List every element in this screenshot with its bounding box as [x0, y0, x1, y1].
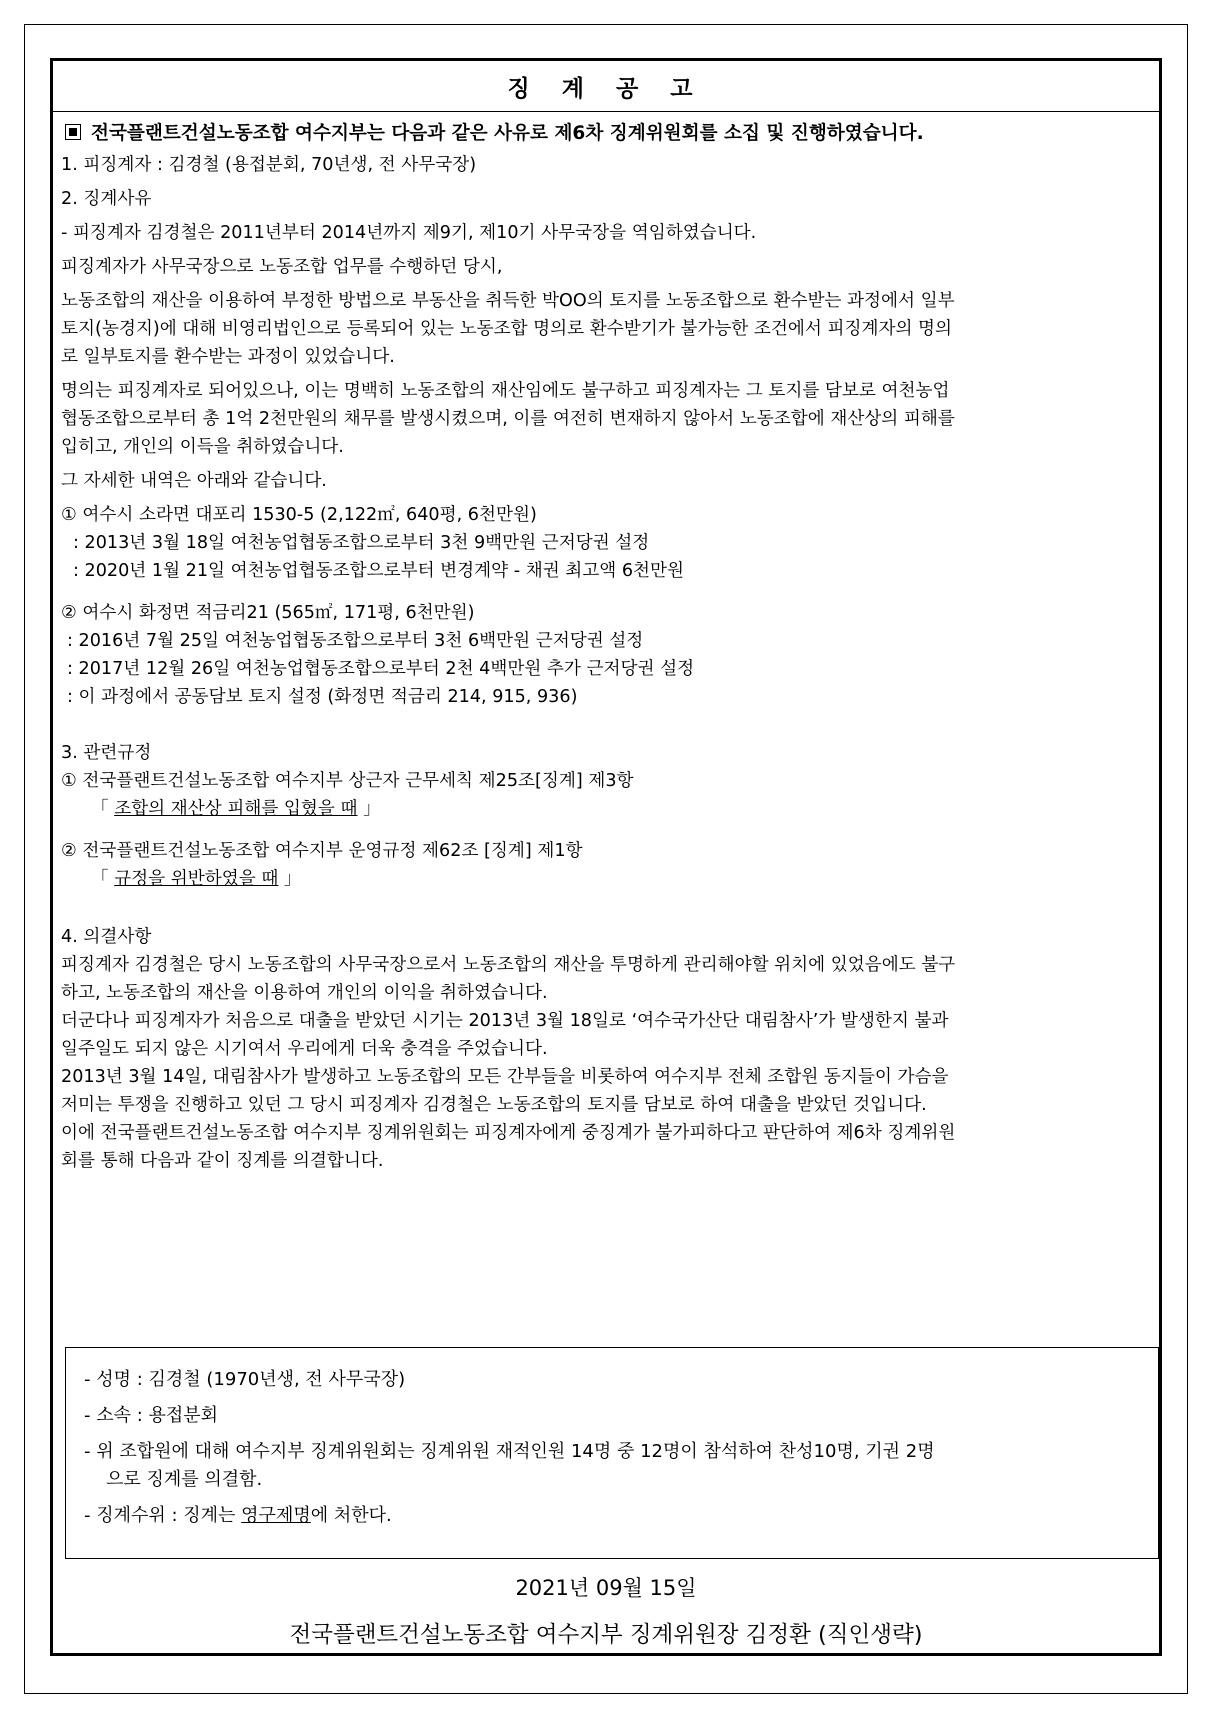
notice-date: 2021년 09월 15일 [515, 1576, 697, 1600]
property-1-detail: : 2020년 1월 21일 여천농업협동조합으로부터 변경계약 - 채권 최고액 6천만원 [73, 561, 685, 581]
bullet-square-icon [65, 124, 81, 140]
regulation-2-quote: 「 규정을 위반하였을 때 」 [91, 869, 302, 889]
resolution-line: 회를 통해 다음과 같이 징계를 의결합니다. [61, 1151, 384, 1171]
section-2-heading: 2. 징계사유 [61, 189, 152, 209]
property-2-detail: : 2016년 7월 25일 여천농업협동조합으로부터 3천 6백만원 근저당권 설정 [67, 631, 644, 651]
decision-summary-box [65, 1347, 1159, 1559]
regulation-1-quote-text: 조합의 재산상 피해를 입혔을 때 [114, 799, 358, 819]
notice-frame [50, 58, 1162, 1656]
reason-line: 노동조합의 재산을 이용하여 부정한 방법으로 부동산을 취득한 박OO의 토지를 노동조합으로 환수받는 과정에서 일부 [61, 291, 955, 311]
summary-level: - 징계수위 : 징계는 영구제명에 처한다. [84, 1505, 392, 1526]
reason-line: 로 일부토지를 환수받는 과정이 있었습니다. [61, 347, 395, 367]
resolution-line: 2013년 3월 14일, 대림참사가 발생하고 노동조합의 모든 간부들을 비롯하여 여수지부 전체 조합원 동지들이 가슴을 [61, 1067, 949, 1087]
property-2-detail: : 이 과정에서 공동담보 토지 설정 (화정면 적금리 214, 915, 936) [67, 687, 578, 707]
section-4-heading: 4. 의결사항 [61, 927, 152, 947]
reason-line: 그 자세한 내역은 아래와 같습니다. [61, 471, 327, 491]
summary-affiliation: - 소속 : 용접분회 [84, 1405, 219, 1426]
notice-title: 징 계 공 고 [53, 61, 1159, 112]
regulation-1: ① 전국플랜트건설노동조합 여수지부 상근자 근무세칙 제25조[징계] 제3항 [61, 771, 634, 791]
summary-vote: - 위 조합원에 대해 여수지부 징계위원회는 징계위원 재적인원 14명 중 12명이 참석하여 찬성10명, 기권 2명 [84, 1441, 935, 1462]
resolution-line: 피징계자 김경철은 당시 노동조합의 사무국장으로서 노동조합의 재산을 투명하게 관리해야할 위치에 있었음에도 불구 [61, 955, 956, 975]
regulation-2-quote-text: 규정을 위반하였을 때 [114, 869, 279, 889]
intro-text: 전국플랜트건설노동조합 여수지부는 다음과 같은 사유로 제6차 징계위원회를 소집 및 진행하였습니다. [91, 123, 924, 144]
notice-signature: 전국플랜트건설노동조합 여수지부 징계위원장 김정환 (직인생략) [289, 1622, 923, 1648]
reason-line: 피징계자가 사무국장으로 노동조합 업무를 수행하던 당시, [61, 257, 503, 277]
summary-vote-cont: 으로 징계를 의결함. [106, 1469, 263, 1490]
reason-line: 명의는 피징계자로 되어있으나, 이는 명백히 노동조합의 재산임에도 불구하고 피징계자는 그 토지를 담보로 여천농업 [61, 381, 950, 401]
resolution-line: 더군다나 피징계자가 처음으로 대출을 받았던 시기는 2013년 3월 18일로 ‘여수국가산단 대림참사’가 발생한지 불과 [61, 1011, 949, 1031]
property-1-title: ① 여수시 소라면 대포리 1530-5 (2,122㎡, 640평, 6천만원) [61, 505, 537, 525]
reason-line: 협동조합으로부터 총 1억 2천만원의 채무를 발생시켰으며, 이를 여전히 변재하지 않아서 노동조합에 재산상의 피해를 [61, 409, 955, 429]
reason-line: 입히고, 개인의 이득을 취하였습니다. [61, 437, 344, 457]
regulation-2: ② 전국플랜트건설노동조합 여수지부 운영규정 제62조 [징계] 제1항 [61, 841, 583, 861]
notice-body [61, 119, 1153, 1175]
property-2-title: ② 여수시 화정면 적금리21 (565㎡, 171평, 6천만원) [61, 603, 475, 623]
intro-paragraph [61, 119, 1153, 149]
resolution-line: 일주일도 되지 않은 시기여서 우리에게 더욱 충격을 주었습니다. [61, 1039, 548, 1059]
property-1-detail: : 2013년 3월 18일 여천농업협동조합으로부터 3천 9백만원 근저당권 설정 [73, 533, 650, 553]
reason-line: - 피징계자 김경철은 2011년부터 2014년까지 제9기, 제10기 사무국장을 역임하였습니다. [61, 223, 757, 243]
resolution-line: 하고, 노동조합의 재산을 이용하여 개인의 이익을 취하였습니다. [61, 983, 548, 1003]
resolution-line: 저미는 투쟁을 진행하고 있던 그 당시 피징계자 김경철은 노동조합의 토지를 담보로 하여 대출을 받았던 것입니다. [61, 1095, 927, 1115]
reason-line: 토지(농경지)에 대해 비영리법인으로 등록되어 있는 노동조합 명의로 환수받기가 불가능한 조건에서 피징계자의 명의 [61, 319, 953, 339]
section-3-heading: 3. 관련규정 [61, 743, 152, 763]
regulation-1-quote: 「 조합의 재산상 피해를 입혔을 때 」 [91, 799, 381, 819]
property-2-detail: : 2017년 12월 26일 여천농업협동조합으로부터 2천 4백만원 추가 근저당권 설정 [67, 659, 695, 679]
summary-name: - 성명 : 김경철 (1970년생, 전 사무국장) [84, 1369, 406, 1390]
section-1-subject: 1. 피징계자 : 김경철 (용접분회, 70년생, 전 사무국장) [61, 155, 477, 175]
summary-level-value: 영구제명 [241, 1505, 311, 1526]
resolution-line: 이에 전국플랜트건설노동조합 여수지부 징계위원회는 피징계자에게 중징계가 불가피하다고 판단하여 제6차 징계위원 [61, 1123, 956, 1143]
